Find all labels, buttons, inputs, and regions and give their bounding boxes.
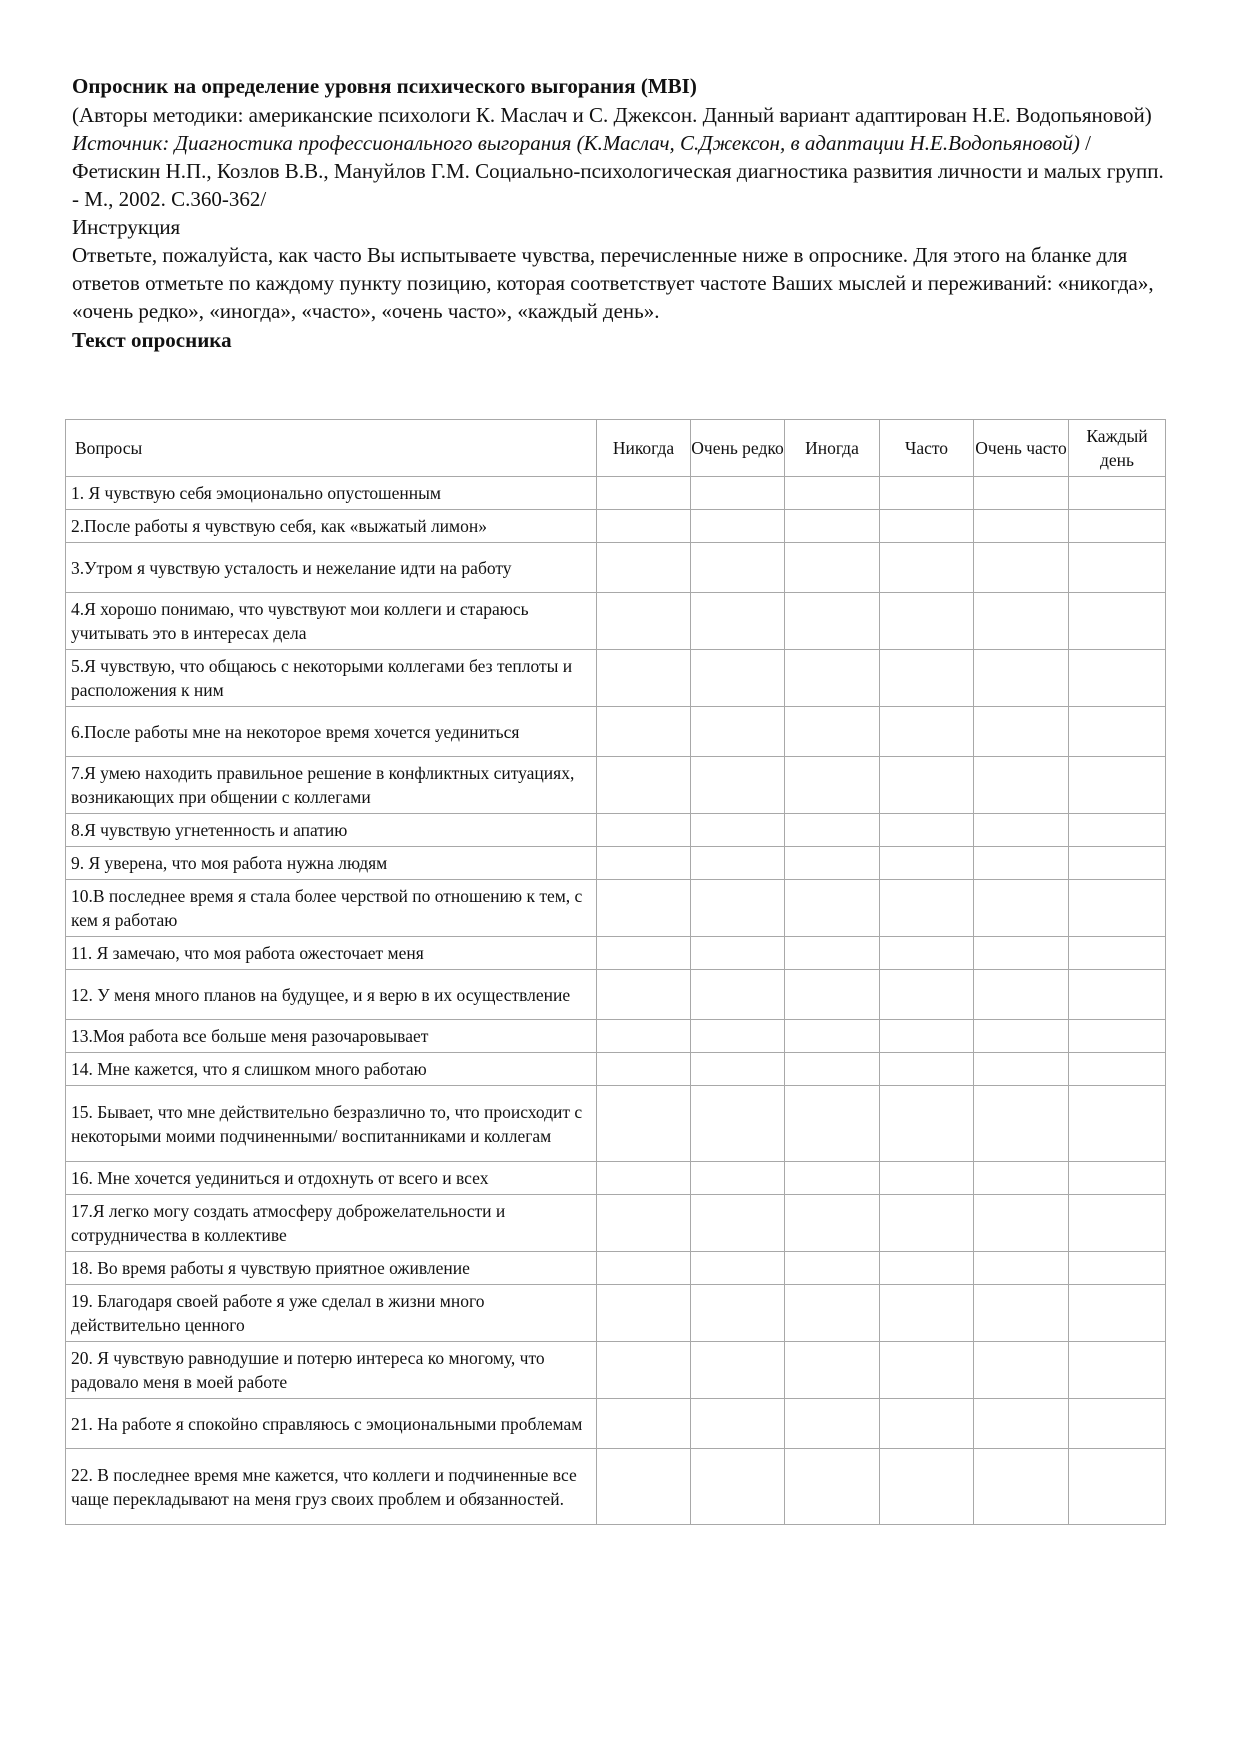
table-row	[66, 847, 1166, 880]
instruction-heading: Инструкция	[72, 215, 181, 239]
answer-cell-never[interactable]	[597, 1285, 691, 1342]
answer-cell-often[interactable]	[880, 477, 974, 510]
answer-cell-every-day[interactable]	[1069, 1449, 1166, 1525]
answer-cell-never[interactable]	[597, 1162, 691, 1195]
answer-cell-sometimes[interactable]	[785, 1195, 880, 1252]
answer-cell-very-rarely[interactable]	[691, 1053, 785, 1086]
table-row	[66, 1399, 1166, 1449]
answer-cell-sometimes[interactable]	[785, 1020, 880, 1053]
answer-cell-very-often[interactable]	[974, 650, 1069, 707]
answer-cell-very-rarely[interactable]	[691, 970, 785, 1020]
answer-cell-often[interactable]	[880, 1053, 974, 1086]
answer-cell-sometimes[interactable]	[785, 1399, 880, 1449]
answer-cell-often[interactable]	[880, 510, 974, 543]
answer-cell-often[interactable]	[880, 1449, 974, 1525]
answer-cell-very-often[interactable]	[974, 937, 1069, 970]
table-row	[66, 477, 1166, 510]
answer-cell-very-often[interactable]	[974, 1252, 1069, 1285]
answer-cell-very-often[interactable]	[974, 593, 1069, 650]
answer-cell-never[interactable]	[597, 707, 691, 757]
table-row	[66, 1285, 1166, 1342]
answer-cell-very-rarely[interactable]	[691, 1252, 785, 1285]
answer-cell-never[interactable]	[597, 510, 691, 543]
question-text: 4.Я хорошо понимаю, что чувствуют мои коллеги и стараюсь учитывать это в интересах дела	[66, 593, 597, 650]
answer-cell-sometimes[interactable]	[785, 1252, 880, 1285]
column-header-questions: Вопросы	[66, 420, 597, 477]
answer-cell-every-day[interactable]	[1069, 1195, 1166, 1252]
question-text: 13.Моя работа все больше меня разочаровывает	[66, 1020, 597, 1053]
table-row	[66, 937, 1166, 970]
answer-cell-very-rarely[interactable]	[691, 757, 785, 814]
answer-cell-every-day[interactable]	[1069, 1285, 1166, 1342]
question-text: 6.После работы мне на некоторое время хочется уединиться	[66, 707, 597, 757]
answer-cell-very-rarely[interactable]	[691, 1285, 785, 1342]
question-text: 1. Я чувствую себя эмоционально опустошенным	[66, 477, 597, 510]
answer-cell-very-rarely[interactable]	[691, 814, 785, 847]
answer-cell-every-day[interactable]	[1069, 1086, 1166, 1162]
answer-cell-sometimes[interactable]	[785, 814, 880, 847]
answer-cell-never[interactable]	[597, 1342, 691, 1399]
answer-cell-very-often[interactable]	[974, 1285, 1069, 1342]
question-text: 5.Я чувствую, что общаюсь с некоторыми коллегами без теплоты и расположения к ним	[66, 650, 597, 707]
answer-cell-sometimes[interactable]	[785, 1053, 880, 1086]
answer-cell-sometimes[interactable]	[785, 593, 880, 650]
answer-cell-sometimes[interactable]	[785, 880, 880, 937]
answer-cell-very-rarely[interactable]	[691, 510, 785, 543]
answer-cell-every-day[interactable]	[1069, 1053, 1166, 1086]
answer-cell-very-often[interactable]	[974, 1399, 1069, 1449]
table-header-row	[66, 420, 1166, 477]
column-header-very-often: Очень часто	[974, 420, 1069, 477]
answer-cell-every-day[interactable]	[1069, 1020, 1166, 1053]
question-text: 15. Бывает, что мне действительно безразлично то, что происходит с некоторыми моими подчиненными/ воспитанниками и коллегам	[66, 1086, 597, 1162]
answer-cell-sometimes[interactable]	[785, 650, 880, 707]
answer-cell-every-day[interactable]	[1069, 847, 1166, 880]
table-row	[66, 1252, 1166, 1285]
answer-cell-sometimes[interactable]	[785, 477, 880, 510]
answer-cell-never[interactable]	[597, 543, 691, 593]
questionnaire-heading: Текст опросника	[72, 328, 232, 352]
answer-cell-very-often[interactable]	[974, 543, 1069, 593]
answer-cell-often[interactable]	[880, 1252, 974, 1285]
answer-cell-often[interactable]	[880, 1086, 974, 1162]
answer-cell-very-often[interactable]	[974, 1449, 1069, 1525]
question-text: 16. Мне хочется уединиться и отдохнуть от всего и всех	[66, 1162, 597, 1195]
answer-cell-often[interactable]	[880, 1020, 974, 1053]
question-text: 17.Я легко могу создать атмосферу доброжелательности и сотрудничества в коллективе	[66, 1195, 597, 1252]
column-header-never: Никогда	[597, 420, 691, 477]
answer-cell-often[interactable]	[880, 1195, 974, 1252]
answer-cell-every-day[interactable]	[1069, 477, 1166, 510]
question-text: 7.Я умею находить правильное решение в конфликтных ситуациях, возникающих при общении с коллегами	[66, 757, 597, 814]
column-header-sometimes: Иногда	[785, 420, 880, 477]
answer-cell-every-day[interactable]	[1069, 707, 1166, 757]
answer-cell-often[interactable]	[880, 1162, 974, 1195]
answer-cell-often[interactable]	[880, 543, 974, 593]
answer-cell-often[interactable]	[880, 814, 974, 847]
answer-cell-very-often[interactable]	[974, 1086, 1069, 1162]
table-row	[66, 757, 1166, 814]
answer-cell-never[interactable]	[597, 1020, 691, 1053]
answer-cell-never[interactable]	[597, 880, 691, 937]
answer-cell-often[interactable]	[880, 593, 974, 650]
answer-cell-often[interactable]	[880, 1399, 974, 1449]
question-text: 8.Я чувствую угнетенность и апатию	[66, 814, 597, 847]
answer-cell-very-rarely[interactable]	[691, 650, 785, 707]
answer-cell-often[interactable]	[880, 1285, 974, 1342]
answer-cell-often[interactable]	[880, 847, 974, 880]
question-text: 12. У меня много планов на будущее, и я верю в их осуществление	[66, 970, 597, 1020]
answer-cell-every-day[interactable]	[1069, 880, 1166, 937]
answer-cell-very-rarely[interactable]	[691, 847, 785, 880]
answer-cell-very-often[interactable]	[974, 510, 1069, 543]
table-row	[66, 814, 1166, 847]
answer-cell-sometimes[interactable]	[785, 1086, 880, 1162]
table-row	[66, 1195, 1166, 1252]
answer-cell-very-rarely[interactable]	[691, 1399, 785, 1449]
answer-cell-sometimes[interactable]	[785, 1449, 880, 1525]
question-text: 9. Я уверена, что моя работа нужна людям	[66, 847, 597, 880]
answer-cell-very-rarely[interactable]	[691, 593, 785, 650]
answer-cell-very-often[interactable]	[974, 1162, 1069, 1195]
answer-cell-very-often[interactable]	[974, 1195, 1069, 1252]
answer-cell-often[interactable]	[880, 707, 974, 757]
table-row	[66, 543, 1166, 593]
answer-cell-sometimes[interactable]	[785, 757, 880, 814]
answer-cell-sometimes[interactable]	[785, 937, 880, 970]
table-row	[66, 1053, 1166, 1086]
question-text: 3.Утром я чувствую усталость и нежелание идти на работу	[66, 543, 597, 593]
answer-cell-never[interactable]	[597, 970, 691, 1020]
answer-cell-never[interactable]	[597, 847, 691, 880]
question-text: 21. На работе я спокойно справляюсь с эмоциональными проблемам	[66, 1399, 597, 1449]
answer-cell-every-day[interactable]	[1069, 543, 1166, 593]
answer-cell-very-often[interactable]	[974, 1342, 1069, 1399]
answer-cell-never[interactable]	[597, 477, 691, 510]
table-row	[66, 707, 1166, 757]
column-header-often: Часто	[880, 420, 974, 477]
table-row	[66, 650, 1166, 707]
answer-cell-often[interactable]	[880, 970, 974, 1020]
answer-cell-very-rarely[interactable]	[691, 937, 785, 970]
answer-cell-never[interactable]	[597, 1399, 691, 1449]
answer-cell-every-day[interactable]	[1069, 814, 1166, 847]
answer-cell-very-rarely[interactable]	[691, 1086, 785, 1162]
table-row	[66, 1162, 1166, 1195]
answer-cell-sometimes[interactable]	[785, 970, 880, 1020]
answer-cell-often[interactable]	[880, 650, 974, 707]
answer-cell-sometimes[interactable]	[785, 510, 880, 543]
question-text: 19. Благодаря своей работе я уже сделал в жизни много действительно ценного	[66, 1285, 597, 1342]
question-text: 2.После работы я чувствую себя, как «выжатый лимон»	[66, 510, 597, 543]
table-row	[66, 970, 1166, 1020]
answer-cell-never[interactable]	[597, 937, 691, 970]
answer-cell-very-rarely[interactable]	[691, 1162, 785, 1195]
answer-cell-never[interactable]	[597, 1195, 691, 1252]
answer-cell-every-day[interactable]	[1069, 1342, 1166, 1399]
answer-cell-very-often[interactable]	[974, 847, 1069, 880]
answer-cell-very-rarely[interactable]	[691, 880, 785, 937]
answer-cell-very-rarely[interactable]	[691, 1195, 785, 1252]
question-text: 18. Во время работы я чувствую приятное оживление	[66, 1252, 597, 1285]
table-row	[66, 880, 1166, 937]
source-title: Источник: Диагностика профессионального выгорания (К.Маслач, С.Джексон, в адаптации Н.Е.Водопьяновой)	[72, 131, 1080, 155]
answer-cell-every-day[interactable]	[1069, 757, 1166, 814]
answer-cell-often[interactable]	[880, 757, 974, 814]
answer-cell-very-often[interactable]	[974, 970, 1069, 1020]
answer-cell-never[interactable]	[597, 1053, 691, 1086]
answer-cell-very-often[interactable]	[974, 880, 1069, 937]
authors-note: (Авторы методики: американские психологи К. Маслач и С. Джексон. Данный вариант адаптирован Н.Е. Водопьяновой)	[72, 103, 1152, 127]
table-row	[66, 1342, 1166, 1399]
answer-cell-very-often[interactable]	[974, 477, 1069, 510]
answer-cell-very-often[interactable]	[974, 1053, 1069, 1086]
answer-cell-sometimes[interactable]	[785, 543, 880, 593]
answer-cell-very-rarely[interactable]	[691, 477, 785, 510]
instruction-text: Ответьте, пожалуйста, как часто Вы испытываете чувства, перечисленные ниже в опроснике. Для этого на бланке для ответов отметьте по каждому пункту позицию, которая соответствует частоте Ваших мыслей и переживаний: «никогда», «очень редко», «иногда», «часто», «очень часто», «каждый день».	[72, 243, 1154, 323]
question-text: 10.В последнее время я стала более черствой по отношению к тем, с кем я работаю	[66, 880, 597, 937]
answer-cell-often[interactable]	[880, 1342, 974, 1399]
document-title: Опросник на определение уровня психического выгорания (MBI)	[72, 74, 697, 98]
table-row	[66, 1020, 1166, 1053]
answer-cell-sometimes[interactable]	[785, 847, 880, 880]
answer-cell-every-day[interactable]	[1069, 593, 1166, 650]
answer-cell-very-rarely[interactable]	[691, 1020, 785, 1053]
answer-cell-every-day[interactable]	[1069, 1399, 1166, 1449]
answer-cell-very-rarely[interactable]	[691, 543, 785, 593]
answer-cell-every-day[interactable]	[1069, 1252, 1166, 1285]
answer-cell-often[interactable]	[880, 937, 974, 970]
answer-cell-every-day[interactable]	[1069, 510, 1166, 543]
answer-cell-often[interactable]	[880, 880, 974, 937]
answer-cell-never[interactable]	[597, 1252, 691, 1285]
question-text: 11. Я замечаю, что моя работа ожесточает меня	[66, 937, 597, 970]
table-row	[66, 1449, 1166, 1525]
table-row	[66, 1086, 1166, 1162]
answer-cell-very-rarely[interactable]	[691, 707, 785, 757]
answer-cell-every-day[interactable]	[1069, 1162, 1166, 1195]
questionnaire-table	[65, 419, 1166, 1525]
answer-cell-very-rarely[interactable]	[691, 1449, 785, 1525]
answer-cell-sometimes[interactable]	[785, 1162, 880, 1195]
answer-cell-every-day[interactable]	[1069, 970, 1166, 1020]
source-citation	[72, 129, 1170, 213]
questionnaire-rows	[66, 477, 1166, 1525]
question-text: 14. Мне кажется, что я слишком много работаю	[66, 1053, 597, 1086]
answer-cell-sometimes[interactable]	[785, 1285, 880, 1342]
answer-cell-very-often[interactable]	[974, 814, 1069, 847]
answer-cell-very-often[interactable]	[974, 757, 1069, 814]
question-text: 20. Я чувствую равнодушие и потерю интереса ко многому, что радовало меня в моей работе	[66, 1342, 597, 1399]
answer-cell-never[interactable]	[597, 1449, 691, 1525]
source-reference: / Фетискин Н.П., Козлов В.В., Мануйлов Г.М. Социально-психологическая диагностика развития личности и малых групп. - М., 2002. С.360-362/	[72, 131, 1164, 211]
answer-cell-never[interactable]	[597, 757, 691, 814]
answer-cell-never[interactable]	[597, 593, 691, 650]
table-row	[66, 593, 1166, 650]
answer-cell-very-often[interactable]	[974, 707, 1069, 757]
answer-cell-never[interactable]	[597, 650, 691, 707]
document-body	[72, 72, 1170, 355]
column-header-every-day: Каждый день	[1069, 420, 1166, 477]
answer-cell-sometimes[interactable]	[785, 707, 880, 757]
column-header-very-rarely: Очень редко	[691, 420, 785, 477]
answer-cell-very-often[interactable]	[974, 1020, 1069, 1053]
answer-cell-every-day[interactable]	[1069, 650, 1166, 707]
answer-cell-every-day[interactable]	[1069, 937, 1166, 970]
answer-cell-never[interactable]	[597, 1086, 691, 1162]
table-row	[66, 510, 1166, 543]
answer-cell-very-rarely[interactable]	[691, 1342, 785, 1399]
question-text: 22. В последнее время мне кажется, что коллеги и подчиненные все чаще перекладывают на меня груз своих проблем и обязанностей.	[66, 1449, 597, 1525]
answer-cell-sometimes[interactable]	[785, 1342, 880, 1399]
answer-cell-never[interactable]	[597, 814, 691, 847]
